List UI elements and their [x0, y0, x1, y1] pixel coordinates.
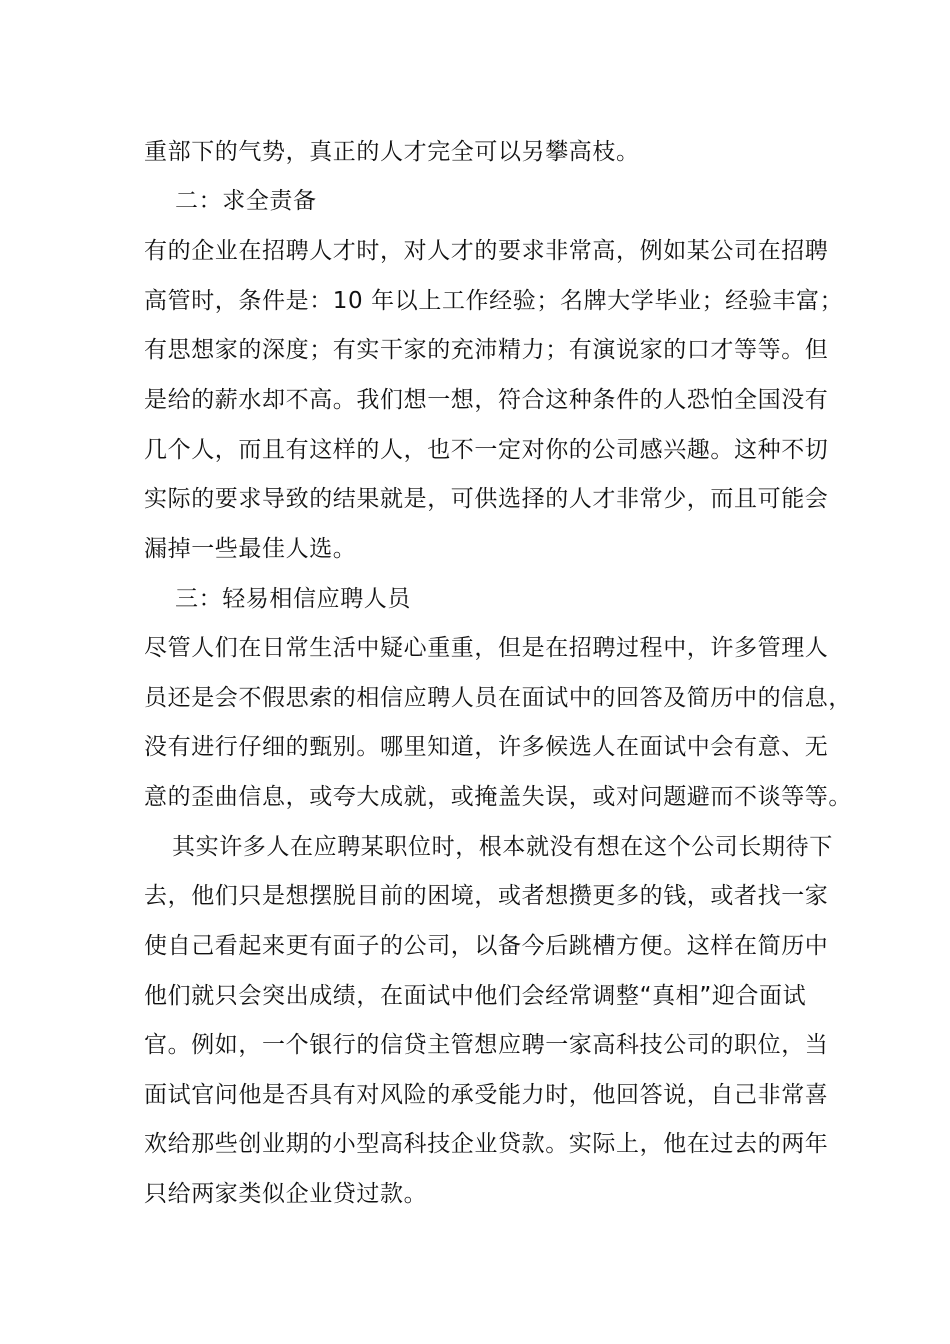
paragraph-line-6: 是给的薪水却不高。我们想一想，符合这种条件的人恐怕全国没有	[144, 387, 829, 413]
paragraph-line-7: 几个人，而且有这样的人，也不一定对你的公司感兴趣。这种不切	[144, 437, 829, 463]
paragraph-line-9: 漏掉一些最佳人选。	[144, 536, 357, 562]
paragraph-line-19: 官。例如，一个银行的信贷主管想应聘一家高科技公司的职位，当	[144, 1032, 829, 1058]
paragraph-line-3: 有的企业在招聘人才时，对人才的要求非常高，例如某公司在招聘	[144, 238, 829, 264]
paragraph-line-4: 高管时，条件是：10 年以上工作经验；名牌大学毕业；经验丰富；	[144, 288, 844, 314]
paragraph-line-20: 面试官问他是否具有对风险的承受能力时，他回答说，自己非常喜	[144, 1082, 829, 1108]
paragraph-line-11: 尽管人们在日常生活中疑心重重，但是在招聘过程中，许多管理人	[144, 635, 829, 661]
paragraph-line-8: 实际的要求导致的结果就是，可供选择的人才非常少，而且可能会	[144, 486, 829, 512]
paragraph-line-13: 没有进行仔细的甄别。哪里知道，许多候选人在面试中会有意、无	[144, 734, 829, 760]
section-heading-3: 三：轻易相信应聘人员	[175, 586, 411, 612]
paragraph-line-16: 去，他们只是想摆脱目前的困境，或者想攒更多的钱，或者找一家	[144, 883, 829, 909]
paragraph-line-1: 重部下的气势，真正的人才完全可以另攀高枝。	[144, 139, 640, 165]
paragraph-line-22: 只给两家类似企业贷过款。	[144, 1181, 428, 1207]
paragraph-line-18: 他们就只会突出成绩，在面试中他们会经常调整“真相”迎合面试	[144, 983, 807, 1009]
paragraph-line-15: 其实许多人在应聘某职位时，根本就没有想在这个公司长期待下	[172, 834, 833, 860]
paragraph-line-14: 意的歪曲信息，或夸大成就，或掩盖失误，或对问题避而不谈等等。	[144, 784, 852, 810]
paragraph-line-21: 欢给那些创业期的小型高科技企业贷款。实际上，他在过去的两年	[144, 1131, 829, 1157]
paragraph-line-12: 员还是会不假思索的相信应聘人员在面试中的回答及简历中的信息，	[144, 685, 852, 711]
paragraph-line-17: 使自己看起来更有面子的公司，以备今后跳槽方便。这样在简历中	[144, 933, 829, 959]
paragraph-line-5: 有思想家的深度；有实干家的充沛精力；有演说家的口才等等。但	[144, 337, 829, 363]
section-heading-2: 二：求全责备	[175, 188, 317, 214]
